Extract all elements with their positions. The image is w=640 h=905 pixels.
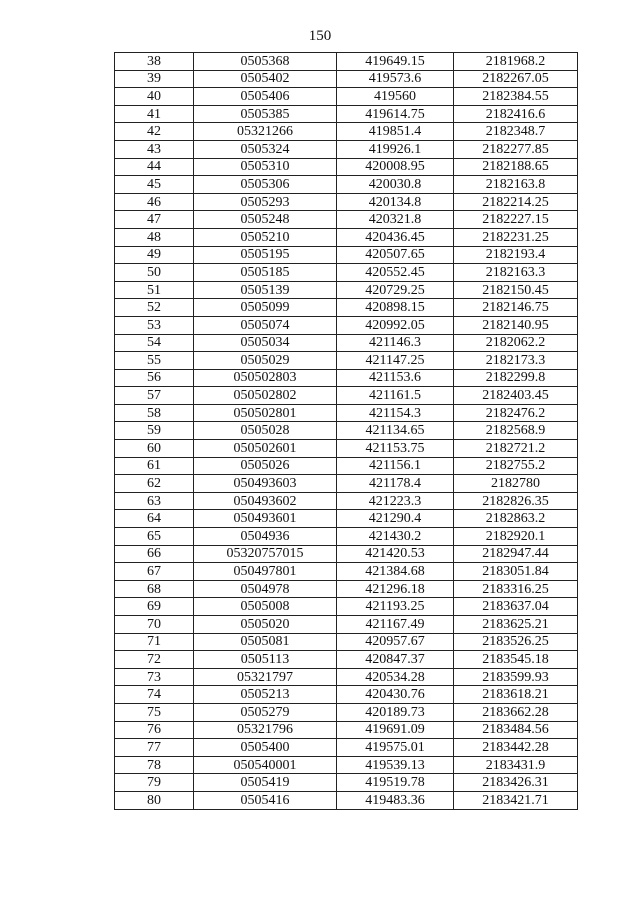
- x-coordinate-cell: 419691.09: [337, 721, 454, 739]
- table-row: [115, 651, 578, 669]
- point-code-cell: 0505210: [194, 228, 337, 246]
- row-number-cell: 80: [115, 791, 194, 809]
- table-row: [115, 211, 578, 229]
- table-row: [115, 739, 578, 757]
- y-coordinate-cell: 2182863.2: [454, 510, 578, 528]
- point-code-cell: 0505406: [194, 88, 337, 106]
- point-code-cell: 05321796: [194, 721, 337, 739]
- row-number-cell: 52: [115, 299, 194, 317]
- point-code-cell: 0505026: [194, 457, 337, 475]
- point-code-cell: 0505310: [194, 158, 337, 176]
- x-coordinate-cell: 420957.67: [337, 633, 454, 651]
- table-row: [115, 774, 578, 792]
- row-number-cell: 72: [115, 651, 194, 669]
- table-row: [115, 457, 578, 475]
- x-coordinate-cell: 421193.25: [337, 598, 454, 616]
- x-coordinate-cell: 419539.13: [337, 756, 454, 774]
- y-coordinate-cell: 2182227.15: [454, 211, 578, 229]
- y-coordinate-cell: 2183484.56: [454, 721, 578, 739]
- row-number-cell: 56: [115, 369, 194, 387]
- point-code-cell: 05321266: [194, 123, 337, 141]
- table-row: [115, 598, 578, 616]
- x-coordinate-cell: 419573.6: [337, 70, 454, 88]
- point-code-cell: 0504978: [194, 580, 337, 598]
- y-coordinate-cell: 2183421.71: [454, 791, 578, 809]
- point-code-cell: 0505099: [194, 299, 337, 317]
- point-code-cell: 0505248: [194, 211, 337, 229]
- point-code-cell: 0505113: [194, 651, 337, 669]
- table-row: [115, 299, 578, 317]
- x-coordinate-cell: 421296.18: [337, 580, 454, 598]
- table-row: [115, 158, 578, 176]
- y-coordinate-cell: 2182173.3: [454, 352, 578, 370]
- point-code-cell: 050502803: [194, 369, 337, 387]
- x-coordinate-cell: 420008.95: [337, 158, 454, 176]
- row-number-cell: 65: [115, 528, 194, 546]
- y-coordinate-cell: 2183625.21: [454, 616, 578, 634]
- point-code-cell: 050502801: [194, 404, 337, 422]
- x-coordinate-cell: 419851.4: [337, 123, 454, 141]
- point-code-cell: 0505081: [194, 633, 337, 651]
- point-code-cell: 0505139: [194, 281, 337, 299]
- point-code-cell: 0505400: [194, 739, 337, 757]
- x-coordinate-cell: 421178.4: [337, 475, 454, 493]
- y-coordinate-cell: 2182188.65: [454, 158, 578, 176]
- point-code-cell: 0504936: [194, 528, 337, 546]
- row-number-cell: 63: [115, 492, 194, 510]
- x-coordinate-cell: 420847.37: [337, 651, 454, 669]
- x-coordinate-cell: 420507.65: [337, 246, 454, 264]
- point-code-cell: 0505034: [194, 334, 337, 352]
- table-row: [115, 281, 578, 299]
- x-coordinate-cell: 420030.8: [337, 176, 454, 194]
- row-number-cell: 57: [115, 387, 194, 405]
- point-code-cell: 0505028: [194, 422, 337, 440]
- point-code-cell: 050502802: [194, 387, 337, 405]
- row-number-cell: 70: [115, 616, 194, 634]
- y-coordinate-cell: 2182348.7: [454, 123, 578, 141]
- point-code-cell: 0505293: [194, 193, 337, 211]
- x-coordinate-cell: 420430.76: [337, 686, 454, 704]
- row-number-cell: 54: [115, 334, 194, 352]
- point-code-cell: 0505074: [194, 316, 337, 334]
- y-coordinate-cell: 2183316.25: [454, 580, 578, 598]
- x-coordinate-cell: 419519.78: [337, 774, 454, 792]
- y-coordinate-cell: 2182299.8: [454, 369, 578, 387]
- table-row: [115, 475, 578, 493]
- point-code-cell: 0505279: [194, 703, 337, 721]
- row-number-cell: 44: [115, 158, 194, 176]
- coordinates-table: [114, 52, 578, 810]
- row-number-cell: 71: [115, 633, 194, 651]
- y-coordinate-cell: 2182780: [454, 475, 578, 493]
- x-coordinate-cell: 421420.53: [337, 545, 454, 563]
- x-coordinate-cell: 420134.8: [337, 193, 454, 211]
- row-number-cell: 68: [115, 580, 194, 598]
- table-row: [115, 369, 578, 387]
- point-code-cell: 0505385: [194, 105, 337, 123]
- x-coordinate-cell: 420729.25: [337, 281, 454, 299]
- y-coordinate-cell: 2183662.28: [454, 703, 578, 721]
- x-coordinate-cell: 421146.3: [337, 334, 454, 352]
- row-number-cell: 58: [115, 404, 194, 422]
- row-number-cell: 60: [115, 440, 194, 458]
- x-coordinate-cell: 421384.68: [337, 563, 454, 581]
- row-number-cell: 50: [115, 264, 194, 282]
- point-code-cell: 0505008: [194, 598, 337, 616]
- x-coordinate-cell: 421147.25: [337, 352, 454, 370]
- table-row: [115, 387, 578, 405]
- y-coordinate-cell: 2182163.3: [454, 264, 578, 282]
- table-row: [115, 246, 578, 264]
- point-code-cell: 0505368: [194, 53, 337, 71]
- table-row: [115, 88, 578, 106]
- table-row: [115, 545, 578, 563]
- y-coordinate-cell: 2182403.45: [454, 387, 578, 405]
- x-coordinate-cell: 421430.2: [337, 528, 454, 546]
- point-code-cell: 050540001: [194, 756, 337, 774]
- point-code-cell: 050493603: [194, 475, 337, 493]
- row-number-cell: 69: [115, 598, 194, 616]
- point-code-cell: 0505213: [194, 686, 337, 704]
- table-row: [115, 422, 578, 440]
- row-number-cell: 64: [115, 510, 194, 528]
- y-coordinate-cell: 2182476.2: [454, 404, 578, 422]
- y-coordinate-cell: 2183637.04: [454, 598, 578, 616]
- point-code-cell: 0505419: [194, 774, 337, 792]
- y-coordinate-cell: 2182214.25: [454, 193, 578, 211]
- row-number-cell: 42: [115, 123, 194, 141]
- row-number-cell: 74: [115, 686, 194, 704]
- x-coordinate-cell: 419575.01: [337, 739, 454, 757]
- table-row: [115, 686, 578, 704]
- row-number-cell: 43: [115, 140, 194, 158]
- y-coordinate-cell: 2182568.9: [454, 422, 578, 440]
- x-coordinate-cell: 421153.75: [337, 440, 454, 458]
- point-code-cell: 0505306: [194, 176, 337, 194]
- y-coordinate-cell: 2181968.2: [454, 53, 578, 71]
- row-number-cell: 76: [115, 721, 194, 739]
- y-coordinate-cell: 2182721.2: [454, 440, 578, 458]
- table-row: [115, 492, 578, 510]
- y-coordinate-cell: 2182416.6: [454, 105, 578, 123]
- table-row: [115, 440, 578, 458]
- y-coordinate-cell: 2182826.35: [454, 492, 578, 510]
- point-code-cell: 0505416: [194, 791, 337, 809]
- row-number-cell: 62: [115, 475, 194, 493]
- y-coordinate-cell: 2183431.9: [454, 756, 578, 774]
- row-number-cell: 66: [115, 545, 194, 563]
- y-coordinate-cell: 2182062.2: [454, 334, 578, 352]
- row-number-cell: 45: [115, 176, 194, 194]
- point-code-cell: 05321797: [194, 668, 337, 686]
- y-coordinate-cell: 2182920.1: [454, 528, 578, 546]
- row-number-cell: 79: [115, 774, 194, 792]
- y-coordinate-cell: 2183545.18: [454, 651, 578, 669]
- y-coordinate-cell: 2183051.84: [454, 563, 578, 581]
- table-row: [115, 105, 578, 123]
- table-row: [115, 616, 578, 634]
- table-row: [115, 563, 578, 581]
- table-row: [115, 668, 578, 686]
- y-coordinate-cell: 2182140.95: [454, 316, 578, 334]
- x-coordinate-cell: 421161.5: [337, 387, 454, 405]
- point-code-cell: 0505195: [194, 246, 337, 264]
- x-coordinate-cell: 419614.75: [337, 105, 454, 123]
- row-number-cell: 39: [115, 70, 194, 88]
- x-coordinate-cell: 420992.05: [337, 316, 454, 334]
- y-coordinate-cell: 2182150.45: [454, 281, 578, 299]
- y-coordinate-cell: 2182267.05: [454, 70, 578, 88]
- table-row: [115, 316, 578, 334]
- y-coordinate-cell: 2183442.28: [454, 739, 578, 757]
- row-number-cell: 53: [115, 316, 194, 334]
- y-coordinate-cell: 2182163.8: [454, 176, 578, 194]
- table-row: [115, 580, 578, 598]
- point-code-cell: 0505020: [194, 616, 337, 634]
- x-coordinate-cell: 421153.6: [337, 369, 454, 387]
- table-row: [115, 756, 578, 774]
- table-row: [115, 404, 578, 422]
- table-row: [115, 264, 578, 282]
- y-coordinate-cell: 2183526.25: [454, 633, 578, 651]
- x-coordinate-cell: 421167.49: [337, 616, 454, 634]
- x-coordinate-cell: 420534.28: [337, 668, 454, 686]
- x-coordinate-cell: 421223.3: [337, 492, 454, 510]
- row-number-cell: 48: [115, 228, 194, 246]
- row-number-cell: 49: [115, 246, 194, 264]
- coordinates-table-body: [115, 53, 578, 810]
- x-coordinate-cell: 421134.65: [337, 422, 454, 440]
- point-code-cell: 05320757015: [194, 545, 337, 563]
- table-row: [115, 633, 578, 651]
- y-coordinate-cell: 2182755.2: [454, 457, 578, 475]
- x-coordinate-cell: 420552.45: [337, 264, 454, 282]
- y-coordinate-cell: 2182947.44: [454, 545, 578, 563]
- x-coordinate-cell: 419926.1: [337, 140, 454, 158]
- table-row: [115, 193, 578, 211]
- y-coordinate-cell: 2182193.4: [454, 246, 578, 264]
- y-coordinate-cell: 2182384.55: [454, 88, 578, 106]
- x-coordinate-cell: 419649.15: [337, 53, 454, 71]
- x-coordinate-cell: 420321.8: [337, 211, 454, 229]
- point-code-cell: 0505402: [194, 70, 337, 88]
- row-number-cell: 73: [115, 668, 194, 686]
- table-row: [115, 528, 578, 546]
- y-coordinate-cell: 2182146.75: [454, 299, 578, 317]
- table-row: [115, 721, 578, 739]
- row-number-cell: 40: [115, 88, 194, 106]
- x-coordinate-cell: 419560: [337, 88, 454, 106]
- table-row: [115, 140, 578, 158]
- table-row: [115, 123, 578, 141]
- row-number-cell: 75: [115, 703, 194, 721]
- x-coordinate-cell: 420898.15: [337, 299, 454, 317]
- row-number-cell: 51: [115, 281, 194, 299]
- x-coordinate-cell: 419483.36: [337, 791, 454, 809]
- point-code-cell: 050502601: [194, 440, 337, 458]
- row-number-cell: 41: [115, 105, 194, 123]
- table-row: [115, 334, 578, 352]
- row-number-cell: 67: [115, 563, 194, 581]
- point-code-cell: 0505029: [194, 352, 337, 370]
- row-number-cell: 78: [115, 756, 194, 774]
- table-row: [115, 510, 578, 528]
- row-number-cell: 61: [115, 457, 194, 475]
- point-code-cell: 0505324: [194, 140, 337, 158]
- y-coordinate-cell: 2182231.25: [454, 228, 578, 246]
- point-code-cell: 0505185: [194, 264, 337, 282]
- row-number-cell: 55: [115, 352, 194, 370]
- table-row: [115, 53, 578, 71]
- page-number: 150: [308, 28, 332, 44]
- point-code-cell: 050493602: [194, 492, 337, 510]
- x-coordinate-cell: 421290.4: [337, 510, 454, 528]
- y-coordinate-cell: 2183599.93: [454, 668, 578, 686]
- row-number-cell: 38: [115, 53, 194, 71]
- x-coordinate-cell: 421156.1: [337, 457, 454, 475]
- y-coordinate-cell: 2183426.31: [454, 774, 578, 792]
- x-coordinate-cell: 420189.73: [337, 703, 454, 721]
- table-row: [115, 703, 578, 721]
- table-row: [115, 176, 578, 194]
- point-code-cell: 050497801: [194, 563, 337, 581]
- table-row: [115, 70, 578, 88]
- y-coordinate-cell: 2182277.85: [454, 140, 578, 158]
- table-row: [115, 791, 578, 809]
- row-number-cell: 47: [115, 211, 194, 229]
- x-coordinate-cell: 421154.3: [337, 404, 454, 422]
- y-coordinate-cell: 2183618.21: [454, 686, 578, 704]
- point-code-cell: 050493601: [194, 510, 337, 528]
- row-number-cell: 46: [115, 193, 194, 211]
- row-number-cell: 59: [115, 422, 194, 440]
- table-row: [115, 228, 578, 246]
- table-row: [115, 352, 578, 370]
- x-coordinate-cell: 420436.45: [337, 228, 454, 246]
- row-number-cell: 77: [115, 739, 194, 757]
